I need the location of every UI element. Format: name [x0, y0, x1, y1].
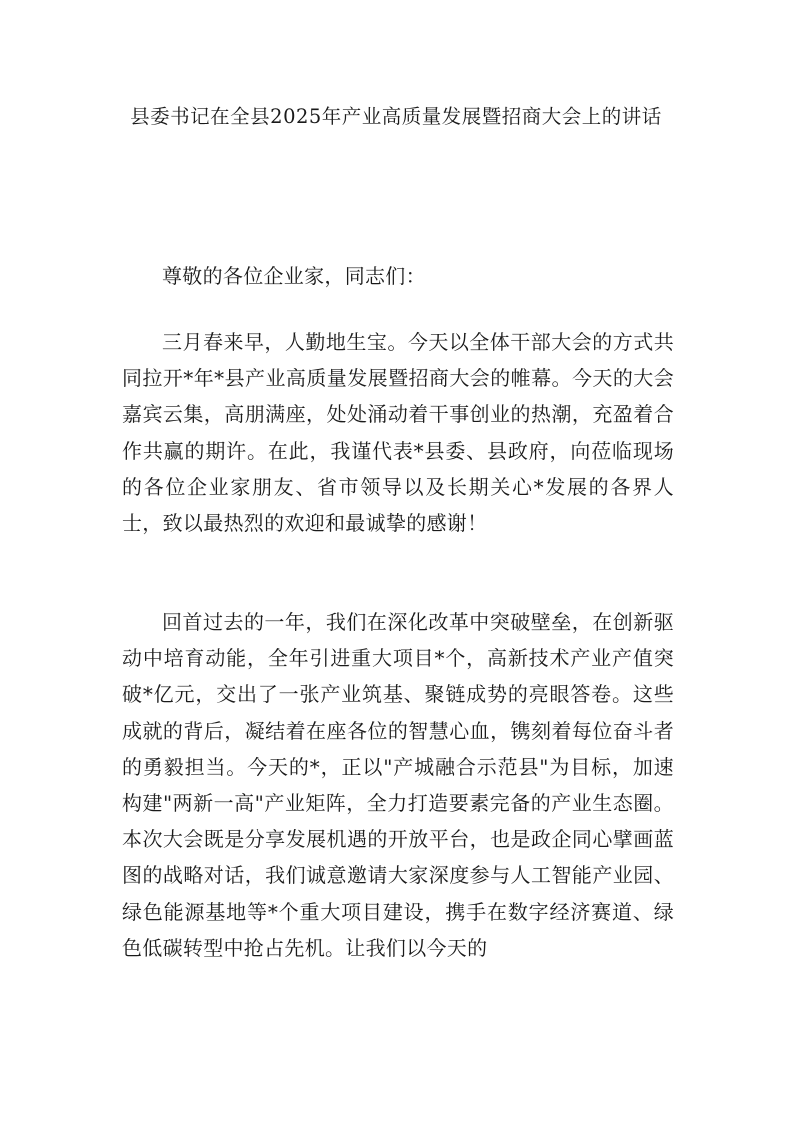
paragraph-2: 回首过去的一年，我们在深化改革中突破壁垒，在创新驱动中培育动能，全年引进重大项目*个，高新技术产业产值突破*亿元，交出了一张产业筑基、聚链成势的亮眼答卷。这些成就的背后，凝结着在座各位的智慧心血，镌刻着每位奋斗者的勇毅担当。今天的*，正以"产城融合示范县"为目标，加速构建"两新一高"产业矩阵，全力打造要素完备的产业生态圈。本次大会既是分享发展机遇的开放平台，也是政企同心擘画蓝图的战略对话，我们诚意邀请大家深度参与人工智能产业园、绿色能源基地等*个重大项目建设，携手在数字经济赛道、绿色低碳转型中抢占先机。让我们以今天的: [122, 610, 674, 960]
salutation: 尊敬的各位企业家，同志们：: [162, 264, 426, 288]
paragraph-1: 三月春来早，人勤地生宝。今天以全体干部大会的方式共同拉开*年*县产业高质量发展暨招商大会的帷幕。今天的大会嘉宾云集，高朋满座，处处涌动着干事创业的热潮，充盈着合作共赢的期许。在此，我谨代表*县委、县政府，向莅临现场的各位企业家朋友、省市领导以及长期关心*发展的各界人士，致以最热烈的欢迎和最诚挚的感谢！: [122, 330, 674, 536]
document-title: 县委书记在全县2025年产业高质量发展暨招商大会上的讲话: [130, 105, 662, 128]
